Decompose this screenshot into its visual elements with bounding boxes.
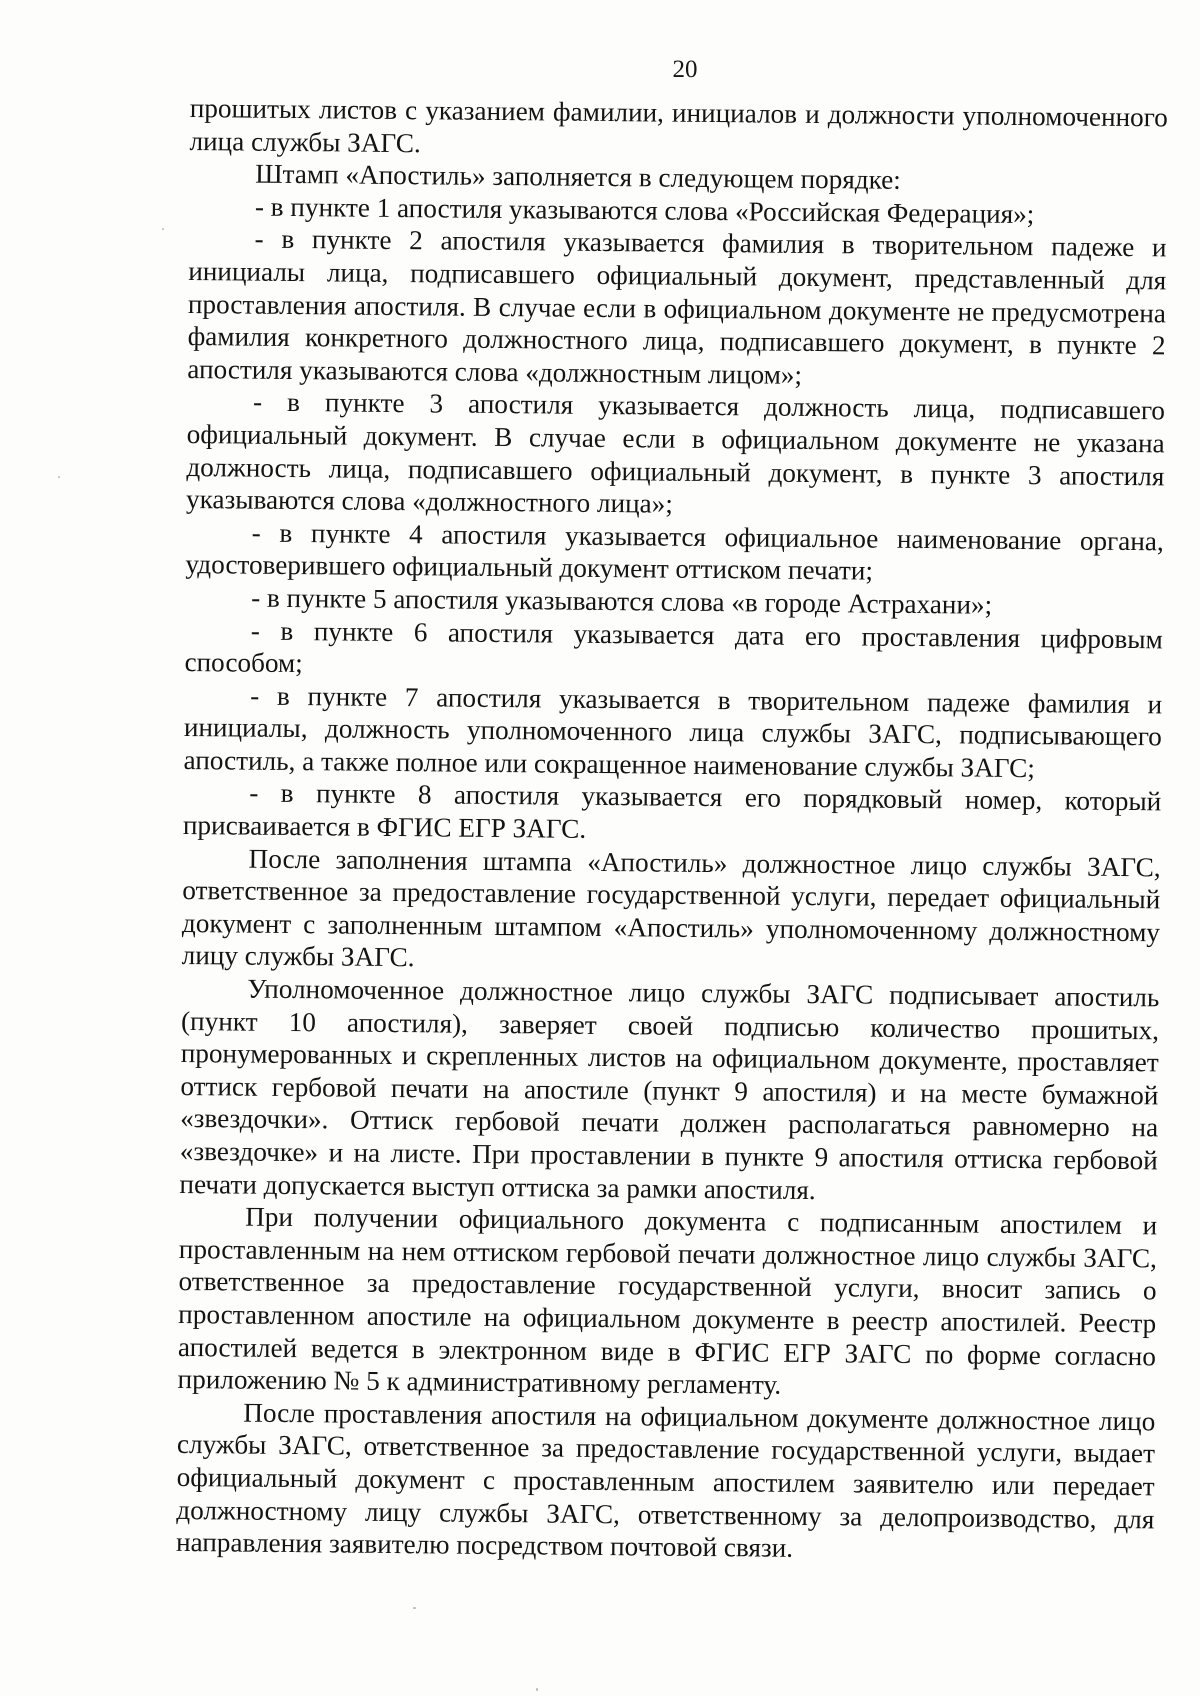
scan-speck [162,228,164,230]
paragraph: - в пункте 6 апостиля указывается дата его проставления цифровым способом; [184,615,1163,679]
scan-speck [413,1607,416,1609]
paragraph: - в пункте 5 апостиля указываются слова «в городе Астрахани»; [251,582,993,620]
paragraph: Штамп «Апостиль» заполняется в следующем порядке: [255,158,901,196]
paragraph: - в пункте 3 апостиля указывается должность лица, подписавшего официальный документ. В случае если в официальном документе не указана должность лица, подписавшего официальный документ, в пункте 3 апостиля указываются слова «должностного лица»; [185,386,1166,519]
paragraph: После проставления апостиля на официальном документе должностное лицо службы ЗАГС, ответственное за предоставление государственной услуги, выдает официальный документ с проставленным апостилем заявителю или передает должностному лицу службы ЗАГС, ответственному за делопроизводство, для направления заявителю посредством почтовой связи. [175,1397,1156,1563]
scan-speck [536,1688,538,1691]
paragraph: - в пункте 1 апостиля указываются слова «Российская Федерация»; [254,191,1035,229]
paragraph: - в пункте 4 апостиля указывается официальное наименование органа, удостоверившего официальный документ оттиском печати; [185,517,1164,586]
document-body [176,92,1168,1568]
page-number: 20 [672,56,698,83]
paragraph: После заполнения штампа «Апостиль» должностное лицо службы ЗАГС, ответственное за предоставление государственной услуги, передает официальный документ с заполненным штампом «Апостиль» уполномоченному должностному лицу службы ЗАГС. [181,843,1161,973]
paragraph: - в пункте 2 апостиля указывается фамилия в творительном падеже и инициалы лица, подписавшего официальный документ, представленный для проставления апостиля. В случае если в официальном документе не предусмотрена фамилия конкретного должностного лица, подписавшего документ, в пункте 2 апостиля указываются слова «должностным лицом»; [187,224,1167,390]
paragraph: При получении официального документа с подписанным апостилем и проставленным на нем оттиском гербовой печати должностное лицо службы ЗАГС, ответственное за предоставление государственной услуги, вносит запись о проставленном апостиле на официальном документе в реестр апостилей. Реестр апостилей ведется в электронном виде в ФГИС ЕГР ЗАГС по форме согласно приложению № 5 к административному регламенту. [177,1201,1158,1400]
paragraph: - в пункте 8 апостиля указывается его порядковый номер, который присваивается в ФГИС ЕГР ЗАГС. [182,778,1162,844]
paragraph: - в пункте 7 апостиля указывается в творительном падеже фамилия и инициалы, должность уполномоченного лица службы ЗАГС, подписывающего апостиль, а также полное или сокращенное наименование службы ЗАГС; [183,680,1163,784]
scan-speck [58,476,60,478]
paragraph: Уполномоченное должностное лицо службы ЗАГС подписывает апостиль (пункт 10 апостиля), заверяет своей подписью количество прошитых, пронумерованных и скрепленных листов на официальном документе, проставляет оттиск гербовой печати на апостиле (пункт 9 апостиля) и на месте бумажной «звездочки». Оттиск гербовой печати должен располагаться равномерно на «звездочке» и на листе. При проставлении в пункте 9 апостиля оттиска гербовой печати допускается выступ оттиска за рамки апостиля. [179,973,1160,1205]
paragraph: прошитых листов с указанием фамилии, инициалов и должности уполномоченного лица службы ЗАГС. [189,92,1168,158]
